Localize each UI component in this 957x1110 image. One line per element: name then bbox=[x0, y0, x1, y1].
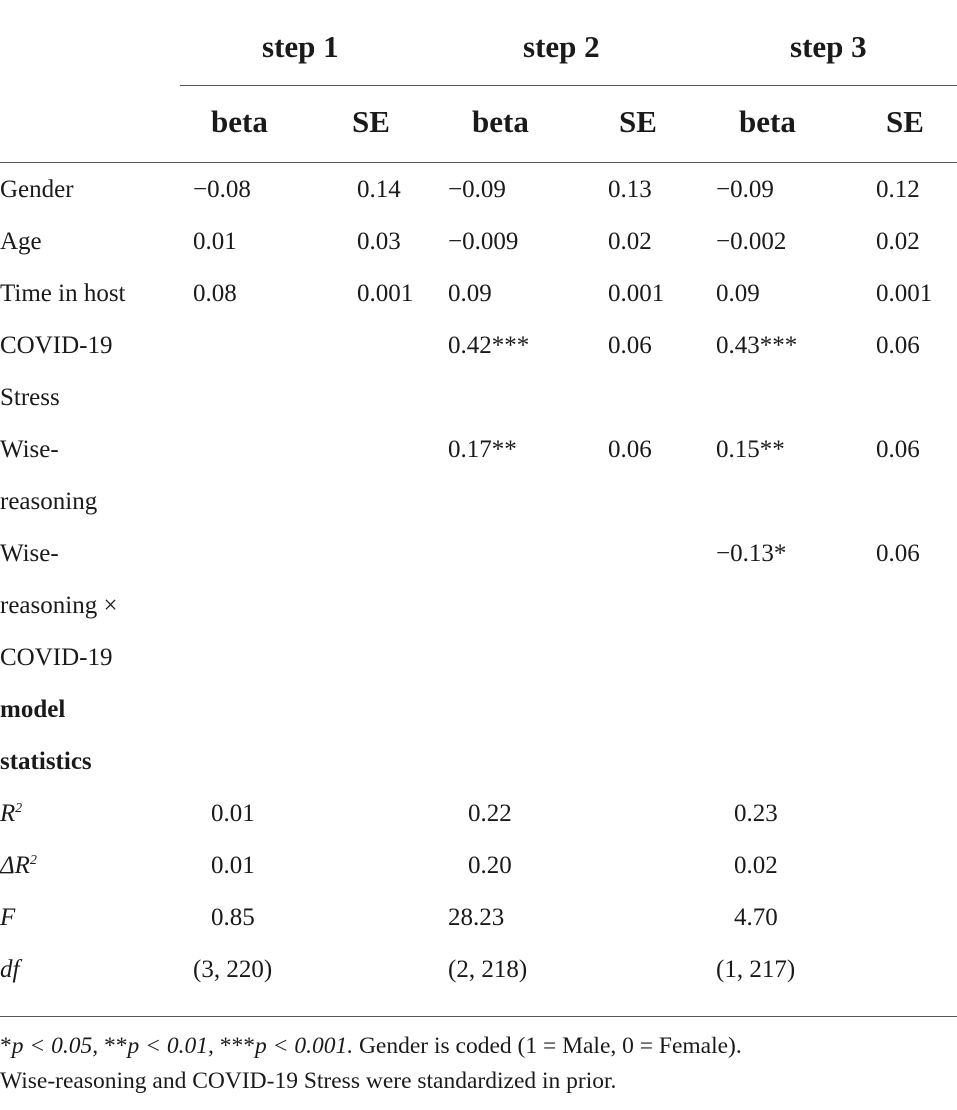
stat-value-step-2: 28.23 bbox=[448, 904, 505, 931]
table-bottom-rule bbox=[0, 1016, 957, 1017]
stat-symbol: R bbox=[0, 800, 16, 827]
cell-beta-2: 0.17** bbox=[448, 436, 517, 463]
footnote-mark-3: *** bbox=[213, 1033, 255, 1059]
cell-se-3: 0.06 bbox=[876, 332, 920, 359]
cell-se-3: 0.06 bbox=[876, 540, 920, 567]
cell-beta-3: 0.09 bbox=[716, 280, 760, 307]
stat-label bbox=[0, 801, 22, 826]
table-footnote-line-2: Wise-reasoning and COVID-19 Stress were standardized in prior. bbox=[0, 1068, 617, 1094]
model-statistics-label: model bbox=[0, 696, 66, 723]
model-statistics-label: statistics bbox=[0, 748, 92, 775]
row-label: COVID-19 bbox=[0, 644, 113, 671]
row-label: COVID-19 bbox=[0, 332, 113, 359]
header-step-2: step 2 bbox=[523, 29, 600, 64]
cell-se-1: 0.14 bbox=[357, 176, 401, 203]
cell-se-3: 0.06 bbox=[876, 436, 920, 463]
row-label: reasoning × bbox=[0, 592, 118, 619]
cell-se-3: 0.001 bbox=[876, 280, 933, 307]
stat-value-step-3: (1, 217) bbox=[716, 956, 796, 983]
stat-value-step-1: (3, 220) bbox=[193, 956, 273, 983]
stat-value-step-2: 0.20 bbox=[468, 852, 512, 879]
stat-value-step-3: 4.70 bbox=[734, 904, 778, 931]
stat-superscript: 2 bbox=[29, 852, 37, 868]
row-label: Stress bbox=[0, 384, 60, 411]
cell-beta-2: 0.42*** bbox=[448, 332, 530, 359]
stat-value-step-1: 0.01 bbox=[211, 852, 255, 879]
cell-se-1: 0.001 bbox=[357, 280, 414, 307]
table-footnote-line-1 bbox=[0, 1035, 742, 1059]
stat-superscript: 2 bbox=[15, 800, 23, 816]
cell-beta-3: 0.15** bbox=[716, 436, 785, 463]
stat-symbol: ΔR bbox=[0, 852, 30, 879]
cell-se-2: 0.06 bbox=[608, 436, 652, 463]
footnote-sig-2: p < 0.01, bbox=[127, 1033, 214, 1059]
cell-beta-3: −0.13* bbox=[716, 540, 787, 567]
cell-se-2: 0.02 bbox=[608, 228, 652, 255]
subheader-se-2: SE bbox=[619, 104, 657, 139]
stat-label bbox=[0, 853, 37, 878]
row-label: Time in host bbox=[0, 280, 126, 307]
row-label: Age bbox=[0, 228, 42, 255]
subheader-se-3: SE bbox=[886, 104, 924, 139]
stat-value-step-3: 0.23 bbox=[734, 800, 778, 827]
cell-beta-1: 0.01 bbox=[193, 228, 237, 255]
subheader-beta-2: beta bbox=[472, 104, 529, 139]
cell-beta-1: −0.08 bbox=[193, 176, 251, 203]
stat-label bbox=[0, 957, 19, 982]
cell-beta-3: −0.002 bbox=[716, 228, 787, 255]
cell-se-3: 0.02 bbox=[876, 228, 920, 255]
subheader-beta-1: beta bbox=[211, 104, 268, 139]
row-label: Gender bbox=[0, 176, 74, 203]
stat-value-step-1: 0.01 bbox=[211, 800, 255, 827]
cell-se-3: 0.12 bbox=[876, 176, 920, 203]
cell-se-1: 0.03 bbox=[357, 228, 401, 255]
footnote-mark-2: ** bbox=[98, 1033, 128, 1059]
header-step-3: step 3 bbox=[790, 29, 867, 64]
header-rule bbox=[180, 85, 957, 86]
row-label: reasoning bbox=[0, 488, 98, 515]
cell-se-2: 0.13 bbox=[608, 176, 652, 203]
subheader-beta-3: beta bbox=[739, 104, 796, 139]
footnote-mark-1: * bbox=[0, 1033, 12, 1059]
footnote-coding: Gender is coded (1 = Male, 0 = Female). bbox=[353, 1033, 742, 1059]
cell-beta-2: −0.09 bbox=[448, 176, 506, 203]
cell-beta-3: 0.43*** bbox=[716, 332, 798, 359]
cell-beta-1: 0.08 bbox=[193, 280, 237, 307]
footnote-sig-3: p < 0.001. bbox=[254, 1033, 354, 1059]
stat-value-step-2: (2, 218) bbox=[448, 956, 528, 983]
subheader-rule bbox=[0, 162, 957, 163]
cell-se-2: 0.001 bbox=[608, 280, 665, 307]
footnote-sig-1: p < 0.05, bbox=[11, 1033, 99, 1059]
stat-symbol: df bbox=[0, 956, 20, 983]
subheader-se-1: SE bbox=[352, 104, 390, 139]
stat-symbol: F bbox=[0, 904, 16, 931]
stat-value-step-3: 0.02 bbox=[734, 852, 778, 879]
cell-beta-2: −0.009 bbox=[448, 228, 519, 255]
header-step-1: step 1 bbox=[262, 29, 339, 64]
cell-beta-2: 0.09 bbox=[448, 280, 492, 307]
row-label: Wise- bbox=[0, 436, 59, 463]
stat-value-step-1: 0.85 bbox=[211, 904, 255, 931]
stat-label bbox=[0, 905, 15, 930]
row-label: Wise- bbox=[0, 540, 59, 567]
cell-se-2: 0.06 bbox=[608, 332, 652, 359]
stat-value-step-2: 0.22 bbox=[468, 800, 512, 827]
cell-beta-3: −0.09 bbox=[716, 176, 774, 203]
